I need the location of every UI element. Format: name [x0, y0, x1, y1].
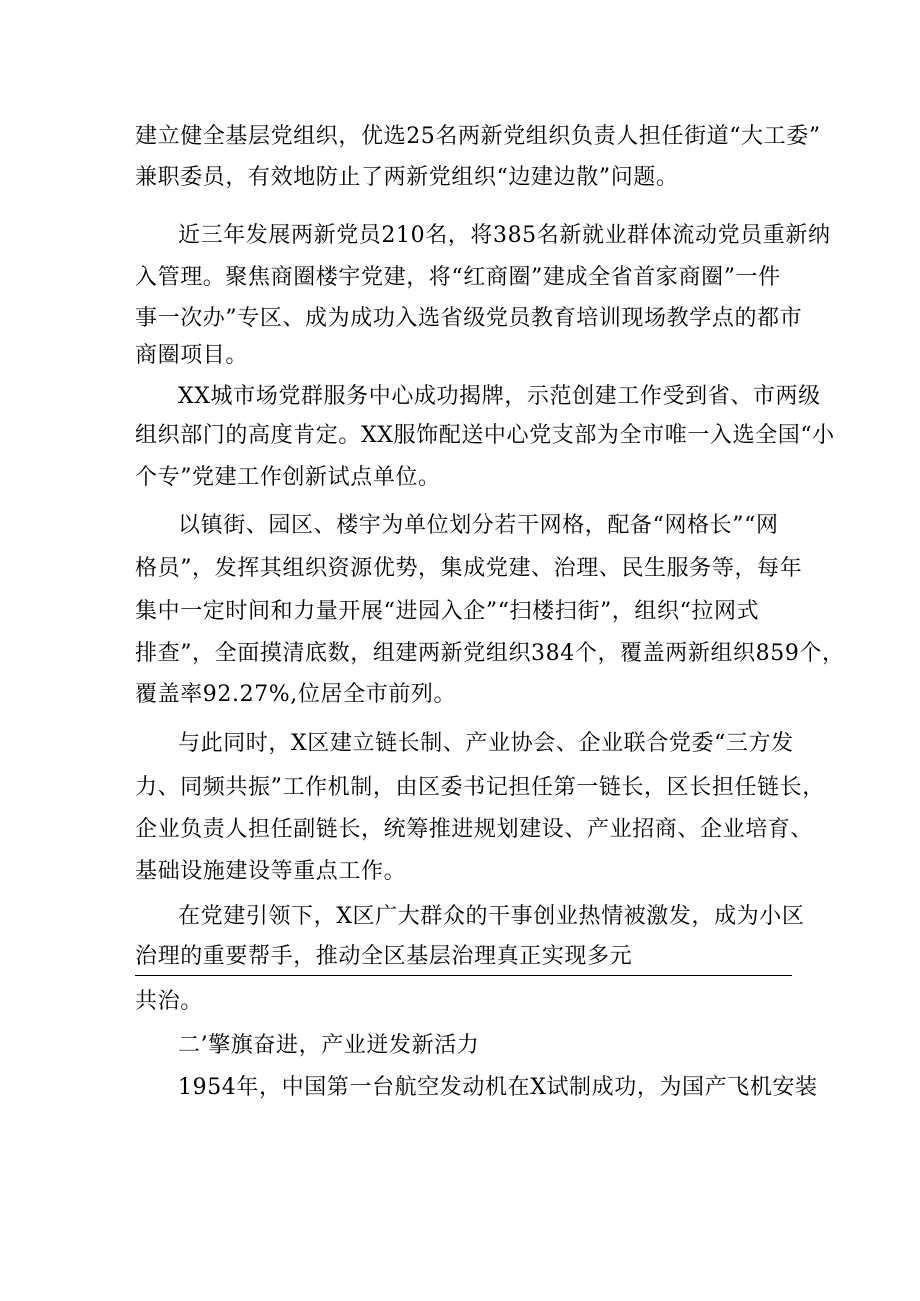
- horizontal-rule: [135, 975, 792, 976]
- paragraph-line: 力、同频共振”工作机制，由区委书记担任第一链长，区长担任链长，: [135, 775, 825, 800]
- paragraph-line: 个专”党建工作创新试点单位。: [135, 465, 441, 490]
- paragraph-line: 治理的重要帮手，推动全区基层治理真正实现多元: [135, 944, 633, 969]
- paragraph-line: 商圈项目。: [135, 343, 249, 368]
- paragraph-line: 兼职委员，有效地防止了两新党组织“边建边散”问题。: [135, 165, 679, 190]
- paragraph-line: XX城市场党群服务中心成功揭牌，示范创建工作受到省、市两级: [178, 384, 821, 409]
- paragraph-line: 以镇街、园区、楼宇为单位划分若干网格，配备“网格长”“网: [178, 513, 779, 538]
- paragraph-line: 覆盖率92.27%,位居全市前列。: [135, 682, 457, 707]
- section-heading: 二’擎旗奋进，产业迸发新活力: [178, 1033, 480, 1058]
- paragraph-line: 入管理。聚焦商圈楼宇党建，将“红商圈”建成全省首家商圈”一件: [135, 265, 781, 290]
- paragraph-line: 与此同时，X区建立链长制、产业协会、企业联合党委“三方发: [178, 731, 794, 756]
- paragraph-line: 组织部门的高度肯定。XX服饰配送中心党支部为全市唯一入选全国“小: [135, 423, 835, 448]
- paragraph-line: 企业负责人担任副链长，统筹推进规划建设、产业招商、企业培育、: [135, 817, 814, 842]
- paragraph-line: 共治。: [135, 989, 203, 1014]
- paragraph-line: 集中一定时间和力量开展“进园入企”“扫楼扫街”，组织“拉网式: [135, 599, 760, 624]
- paragraph-line: 格员”，发挥其组织资源优势，集成党建、治理、民生服务等，每年: [135, 556, 803, 581]
- paragraph-line: 建立健全基层党组织，优选25名两新党组织负责人担任街道“大工委”: [135, 124, 821, 149]
- paragraph-line: 1954年，中国第一台航空发动机在X试制成功，为国产飞机安装: [178, 1075, 818, 1100]
- paragraph-line: 近三年发展两新党员210名，将385名新就业群体流动党员重新纳: [178, 223, 831, 248]
- paragraph-line: 排查”，全面摸清底数，组建两新党组织384个，覆盖两新组织859个，: [135, 641, 845, 666]
- paragraph-line: 基础设施建设等重点工作。: [135, 859, 407, 884]
- paragraph-line: 在党建引领下，X区广大群众的干事创业热情被激发，成为小区: [178, 904, 805, 929]
- paragraph-line: 事一次办”专区、成为成功入选省级党员教育培训现场教学点的都市: [135, 306, 803, 331]
